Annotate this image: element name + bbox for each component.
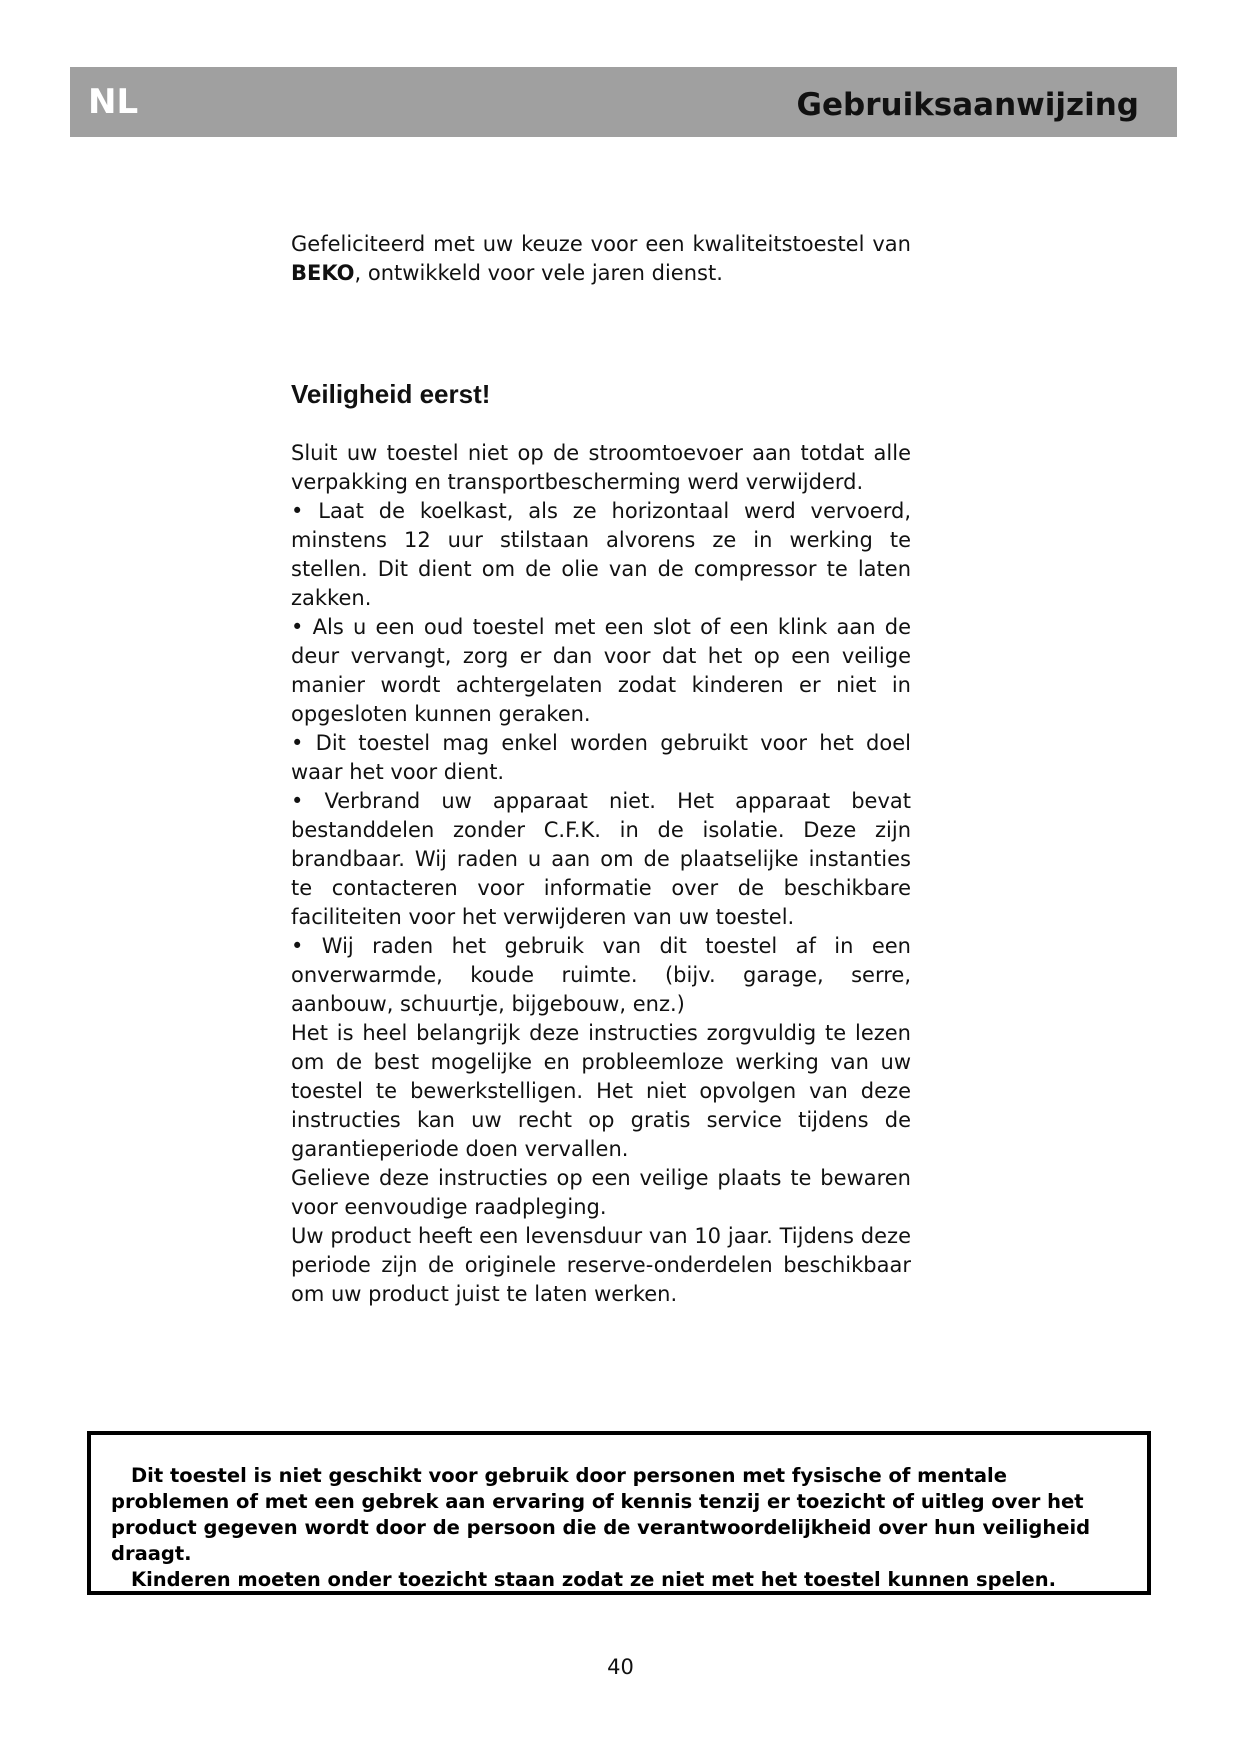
safety-paragraph: Uw product heeft een levensduur van 10 jaar. Tijdens deze periode zijn de originele reserve-onderdelen beschikbaar om uw product juist te laten werken. <box>291 1224 911 1306</box>
intro-paragraph <box>291 230 911 288</box>
page-number: 40 <box>607 1655 634 1679</box>
safety-paragraph: • Dit toestel mag enkel worden gebruikt voor het doel waar het voor dient. <box>291 731 911 784</box>
safety-body <box>291 439 911 1309</box>
brand-name: BEKO <box>291 261 355 285</box>
language-label: NL <box>88 82 139 122</box>
safety-paragraph: • Laat de koelkast, als ze horizontaal werd vervoerd, minstens 12 uur stilstaan alvorens ze in werking te stellen. Dit dient om de olie van de compressor te laten zakken. <box>291 499 911 610</box>
manual-title: Gebruiksaanwijzing <box>796 87 1139 123</box>
safety-paragraph: Het is heel belangrijk deze instructies zorgvuldig te lezen om de best mogelijke en probleemloze werking van uw toestel te bewerkstelligen. Het niet opvolgen van deze instructies kan uw recht op gratis service tijdens de garantieperiode doen vervallen. <box>291 1021 911 1161</box>
intro-text-before: Gefeliciteerd met uw keuze voor een kwaliteitstoestel van <box>291 232 911 256</box>
safety-paragraph: Gelieve deze instructies op een veilige plaats te bewaren voor eenvoudige raadpleging. <box>291 1166 911 1219</box>
safety-heading: Veiligheid eerst! <box>291 379 491 409</box>
notice-line: Kinderen moeten onder toezicht staan zodat ze niet met het toestel kunnen spelen. <box>131 1568 1057 1591</box>
safety-paragraph: Sluit uw toestel niet op de stroomtoevoer aan totdat alle verpakking en transportbescherming werd verwijderd. <box>291 441 911 494</box>
safety-paragraph: • Als u een oud toestel met een slot of een klink aan de deur vervangt, zorg er dan voor dat het op een veilige manier wordt achtergelaten zodat kinderen er niet in opgesloten kunnen geraken. <box>291 615 911 726</box>
safety-paragraph: • Verbrand uw apparaat niet. Het apparaat bevat bestanddelen zonder C.F.K. in de isolatie. Deze zijn brandbaar. Wij raden u aan om de plaatselijke instanties te contacteren voor informatie over de beschikbare faciliteiten voor het verwijderen van uw toestel. <box>291 789 911 929</box>
header-bar <box>70 67 1177 137</box>
notice-line: Dit toestel is niet geschikt voor gebruik door personen met fysische of mentale problemen of met een gebrek aan ervaring of kennis tenzij er toezicht of uitleg over het product gegeven wordt door de persoon die de verantwoordelijkheid over hun veiligheid draagt. <box>111 1464 1091 1565</box>
safety-paragraph: • Wij raden het gebruik van dit toestel af in een onverwarmde, koude ruimte. (bijv. garage, serre, aanbouw, schuurtje, bijgebouw, enz.) <box>291 934 911 1016</box>
warning-notice-box <box>87 1431 1151 1595</box>
intro-text-after: , ontwikkeld voor vele jaren dienst. <box>354 261 723 285</box>
warning-notice-text <box>111 1463 1131 1593</box>
